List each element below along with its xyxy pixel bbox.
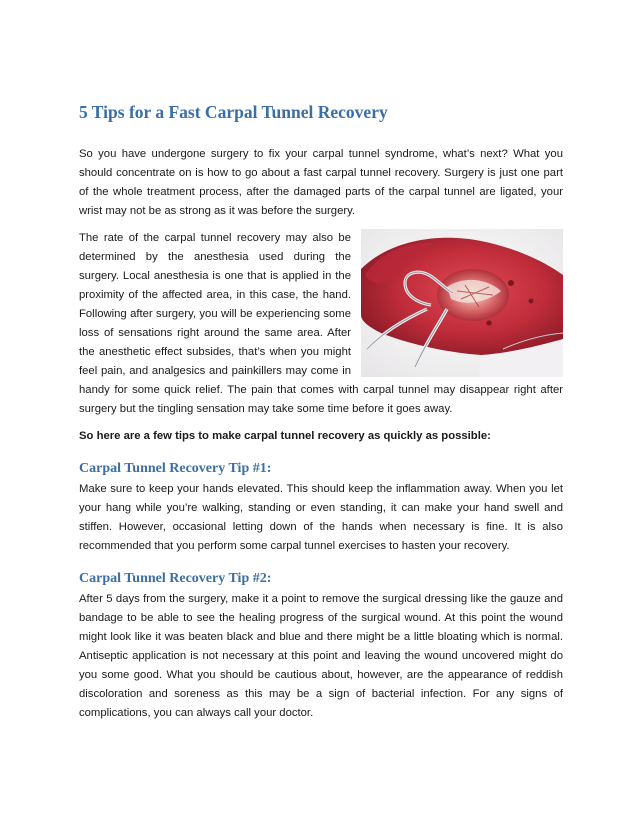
- tip2-heading: Carpal Tunnel Recovery Tip #2:: [79, 571, 272, 586]
- tip1-heading: Carpal Tunnel Recovery Tip #1:: [79, 461, 272, 476]
- intro-paragraph: So you have undergone surgery to fix your carpal tunnel syndrome, what’s next? What you should concentrate on is how to go about a fast carpal tunnel recovery. Surgery is just one part of the whole treatment process, after the damaged parts of the carpal tunnel are ligated, your wrist may not be as strong as it was before the surgery.: [79, 148, 563, 217]
- surgery-photo: [361, 229, 563, 377]
- tip1-text: Make sure to keep your hands elevated. This should keep the inflammation away. When you let your hang while you’re walking, standing or even standing, it can make your hand swell and stiffen. However, occasional letting down of the hands when necessary is fine. It is also recommended that you perform some carpal tunnel exercises to hasten your recovery.: [79, 483, 563, 552]
- tip2-text: After 5 days from the surgery, make it a point to remove the surgical dressing like the gauze and bandage to be able to see the healing progress of the surgical wound. At this point the wound might look like it was beaten black and blue and there might be a little bloating which is normal. Antiseptic application is not necessary at this point and leaving the wound uncovered might do you some good. What you should be cautious about, however, are the appearance of reddish discoloration and soreness as this may be a sign of bacterial infection. For any signs of complications, you can always call your doctor.: [79, 593, 563, 719]
- anesthesia-paragraph: The rate of the carpal tunnel recovery may also be determined by the anesthesia used during the surgery. Local anesthesia is one that is applied in the proximity of the affected area, in this case, the hand. Following after surgery, you will be experiencing some loss of sensations right around the same area. After the anesthetic effect subsides, that’s when you might feel pain, and analgesics and painkillers may come in handy for some quick relief. The pain that comes with carpal tunnel may disappear right after surgery but the tingling sensation may take some time before it goes away.: [79, 232, 563, 415]
- document-body: [79, 101, 563, 731]
- document-title: 5 Tips for a Fast Carpal Tunnel Recovery: [79, 102, 388, 122]
- tips-lead: So here are a few tips to make carpal tunnel recovery as quickly as possible:: [79, 430, 491, 442]
